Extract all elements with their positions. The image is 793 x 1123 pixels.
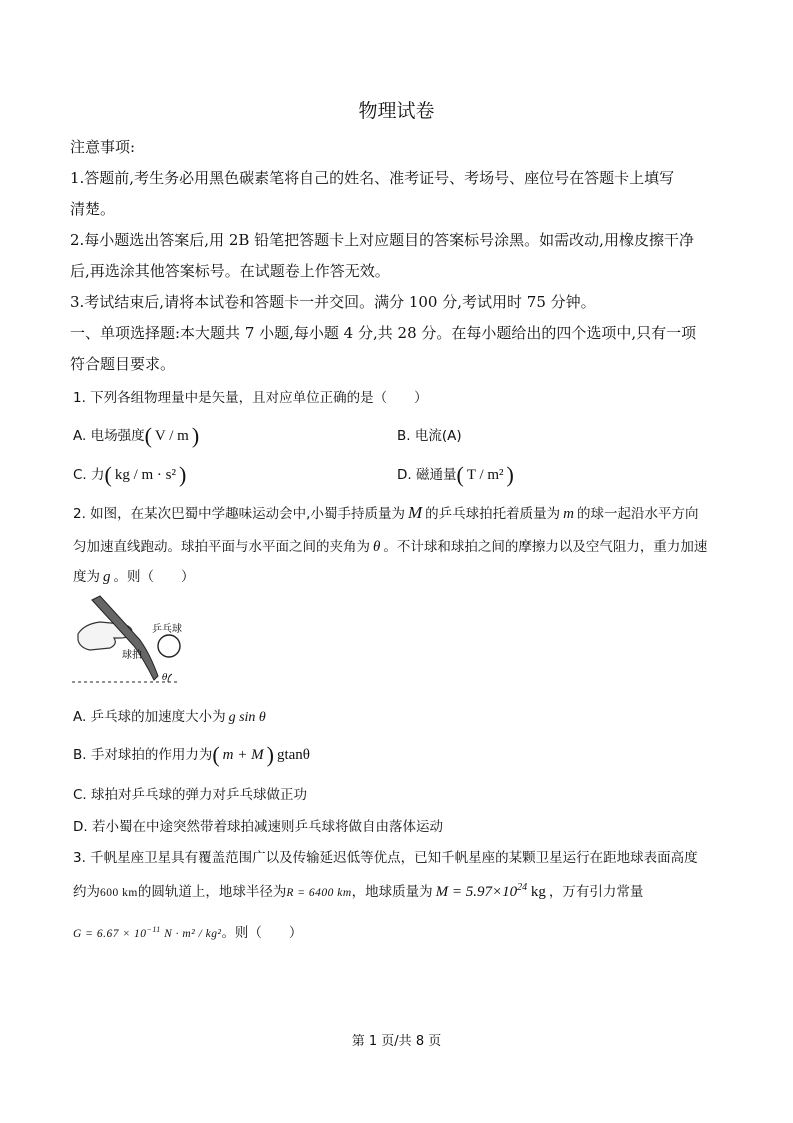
q2-text: 。则（ ） xyxy=(113,569,195,585)
q2-option-c: C. 球拍对乒乓球的弹力对乒乓球做正功 xyxy=(73,787,308,803)
q2-text: 度为 xyxy=(73,569,100,585)
q2-option-b-expr: m + M xyxy=(222,747,264,763)
paren-left: ( xyxy=(104,462,112,487)
paren-right: ) xyxy=(179,462,187,487)
q3-g-base: G = 6.67 × 10 xyxy=(73,928,147,940)
q2-option-d: D. 若小蜀在中途突然带着球拍减速则乒乓球将做自由落体运动 xyxy=(73,819,443,835)
q2-var-M: M xyxy=(407,503,423,522)
q2-option-a xyxy=(73,705,269,726)
notice-item-2-line-1: 2.每小题选出答案后,用 2B 铅笔把答题卡上对应题目的答案标号涂黑。如需改动,用橡皮擦干净 xyxy=(70,231,694,249)
page-title: 物理试卷 xyxy=(358,100,435,122)
section-1-heading-line-2: 符合题目要求。 xyxy=(70,355,176,373)
q1-stem: 1. 下列各组物理量中是矢量，且对应单位正确的是（ ） xyxy=(73,390,428,406)
q1-option-d-label: D. 磁通量 xyxy=(397,467,457,483)
q3-g-unit: N · m² / kg² xyxy=(164,928,222,940)
q1-option-b: B. 电流(A) xyxy=(397,428,462,444)
q2-text: 。不计球和球拍之间的摩擦力以及空气阻力，重力加速 xyxy=(383,539,708,555)
q1-option-a-label: A. 电场强度 xyxy=(73,428,145,444)
page-footer: 第 1 页/共 8 页 xyxy=(351,1034,442,1049)
paren-left: ( xyxy=(456,462,464,487)
q3-text: 约为 xyxy=(73,884,100,900)
paren-right: ) xyxy=(191,423,200,448)
notice-item-3: 3.考试结束后,请将本试卷和答题卡一并交回。满分 100 分,考试用时 75 分钟。 xyxy=(70,293,596,311)
q2-option-b-label: B. 手对球拍的作用力为 xyxy=(73,747,213,763)
q3-stem-line-2 xyxy=(73,880,643,901)
q2-text: 匀加速直线跑动。球拍平面与水平面之间的夹角为 xyxy=(73,539,370,555)
q2-option-a-expr: g sin θ xyxy=(228,710,266,725)
q3-g-exp: −11 xyxy=(146,925,161,935)
paren-left: ( xyxy=(144,423,152,448)
q2-var-g: g xyxy=(103,569,111,585)
label-theta: θ xyxy=(162,673,168,683)
ping-pong-paddle-figure xyxy=(70,594,210,690)
notice-item-1-line-2: 清楚。 xyxy=(70,200,116,218)
q1-option-c-unit: kg / m · s² xyxy=(114,467,177,483)
q2-text: 的乒乓球拍托着质量为 xyxy=(425,506,561,522)
q1-option-c xyxy=(73,462,186,488)
q3-text: ，万有引力常量 xyxy=(548,884,644,900)
q3-mass-exp: 24 xyxy=(517,882,528,893)
q3-mass xyxy=(433,882,549,901)
q1-option-c-label: C. 力 xyxy=(73,467,105,483)
q3-height: 600 km xyxy=(100,887,138,899)
q3-text: ，地球质量为 xyxy=(351,884,433,900)
q2-option-b xyxy=(73,742,313,768)
q3-stem-line-3 xyxy=(73,921,302,941)
notice-item-1-line-1: 1.答题前,考生务必用黑色碳素笔将自己的姓名、准考证号、考场号、座位号在答题卡上填写 xyxy=(70,169,675,187)
section-1-heading-line-1: 一、单项选择题:本大题共 7 小题,每小题 4 分,共 28 分。在每小题给出的四个选项中,只有一项 xyxy=(70,324,697,342)
notice-item-2-line-2: 后,再选涂其他答案标号。在试题卷上作答无效。 xyxy=(70,262,390,280)
paren-left: ( xyxy=(212,742,220,767)
q2-var-theta: θ xyxy=(373,539,381,555)
q1-option-a-unit: V / m xyxy=(154,428,189,444)
paren-right: ) xyxy=(266,742,274,767)
label-ball: 乒乓球 xyxy=(152,624,182,635)
notice-heading: 注意事项: xyxy=(70,138,136,156)
label-paddle: 球拍 xyxy=(122,650,142,661)
ball-shape xyxy=(158,635,180,657)
q3-mass-unit: kg xyxy=(530,884,546,900)
q2-option-a-label: A. 乒乓球的加速度大小为 xyxy=(73,709,226,725)
q2-option-b-tail: gtanθ xyxy=(276,747,310,763)
q3-gravity-constant xyxy=(73,925,222,940)
q2-stem-line-3 xyxy=(73,565,195,586)
q3-mass-base: M = 5.97×10 xyxy=(435,884,518,900)
q1-option-a xyxy=(73,423,199,449)
q2-text: 的球一起沿水平方向 xyxy=(576,506,699,522)
q1-option-d-unit: T / m² xyxy=(466,467,504,483)
angle-arc xyxy=(168,674,172,682)
q2-var-m: m xyxy=(563,506,574,522)
q3-radius: R = 6400 km xyxy=(286,887,352,899)
q3-text: 的圆轨道上，地球半径为 xyxy=(137,884,287,900)
q3-stem-line-1: 3. 千帆星座卫星具有覆盖范围广以及传输延迟低等优点，已知千帆星座的某颗卫星运行在距地球表面高度 xyxy=(73,850,698,866)
q2-stem-line-1 xyxy=(73,502,698,523)
q2-text: 2. 如图，在某次巴蜀中学趣味运动会中,小蜀手持质量为 xyxy=(73,506,405,522)
paren-right: ) xyxy=(506,462,514,487)
q2-stem-line-2 xyxy=(73,535,707,556)
q3-text: 。则（ ） xyxy=(221,925,303,941)
q1-option-d xyxy=(397,462,514,488)
